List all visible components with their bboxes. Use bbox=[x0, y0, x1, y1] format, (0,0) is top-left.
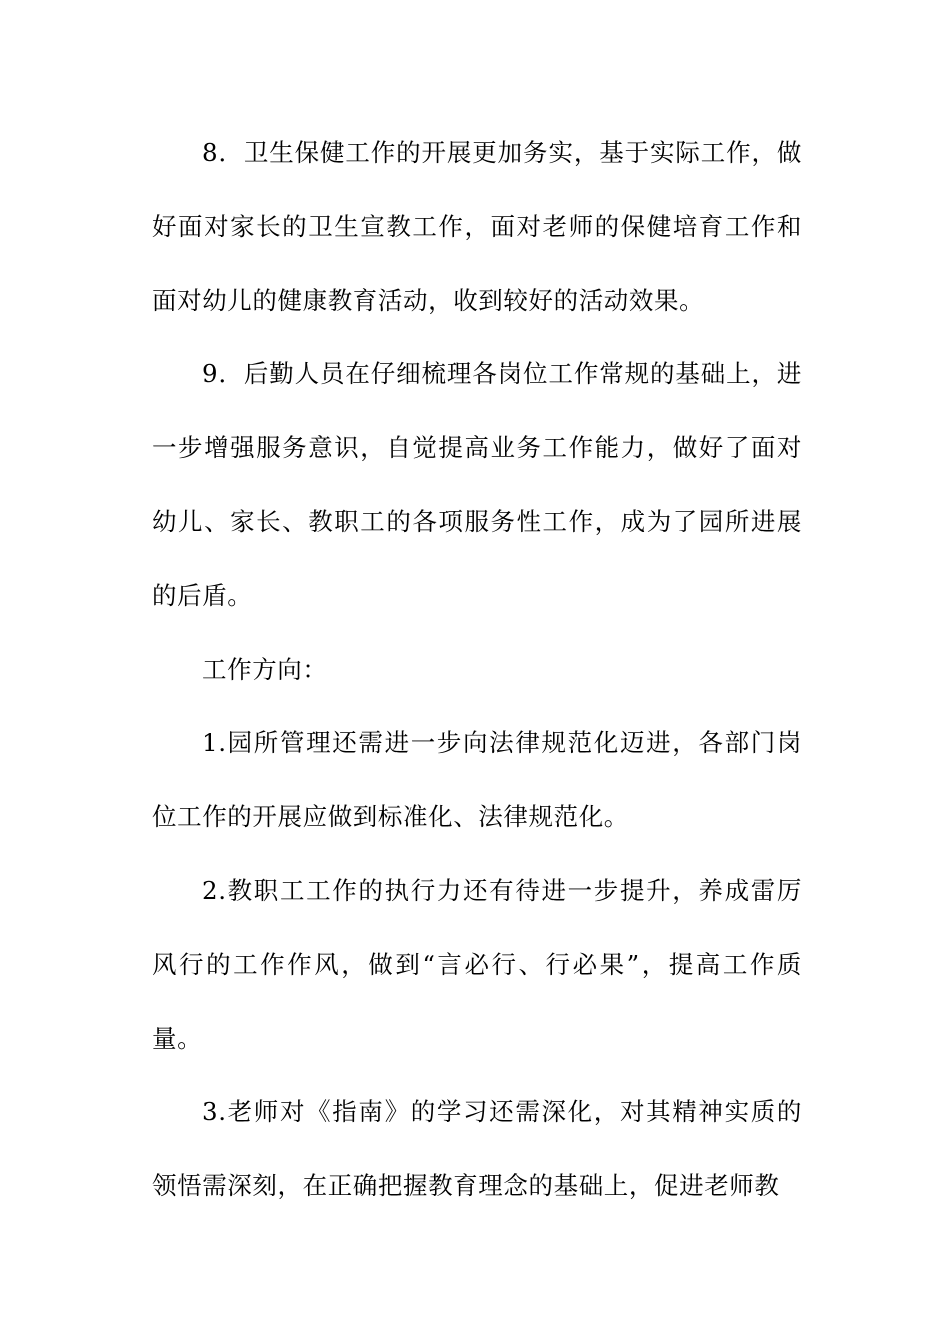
paragraph-logistics: 9．后勤人员在仔细梳理各岗位工作常规的基础上，进一步增强服务意识，自觉提高业务工作能力，做好了面对幼儿、家长、教职工的各项服务性工作，成为了园所进展的后盾。 bbox=[152, 359, 802, 610]
paragraph-health-care: 8．卫生保健工作的开展更加务实，基于实际工作，做好面对家长的卫生宣教工作，面对老师的保健培育工作和面对幼儿的健康教育活动，收到较好的活动效果。 bbox=[152, 138, 802, 315]
paragraph-direction-1: 1.园所管理还需进一步向法律规范化迈进，各部门岗位工作的开展应做到标准化、法律规范化。 bbox=[152, 728, 802, 832]
paragraph-direction-3: 3.老师对《指南》的学习还需深化，对其精神实质的领悟需深刻，在正确把握教育理念的基础上，促进老师教 bbox=[152, 1097, 802, 1201]
paragraph-direction-2: 2.教职工工作的执行力还有待进一步提升，养成雷厉风行的工作作风，做到“言必行、行必果”，提高工作质量。 bbox=[152, 875, 802, 1053]
section-heading-work-direction: 工作方向： bbox=[202, 654, 328, 684]
document-body bbox=[152, 116, 802, 1223]
